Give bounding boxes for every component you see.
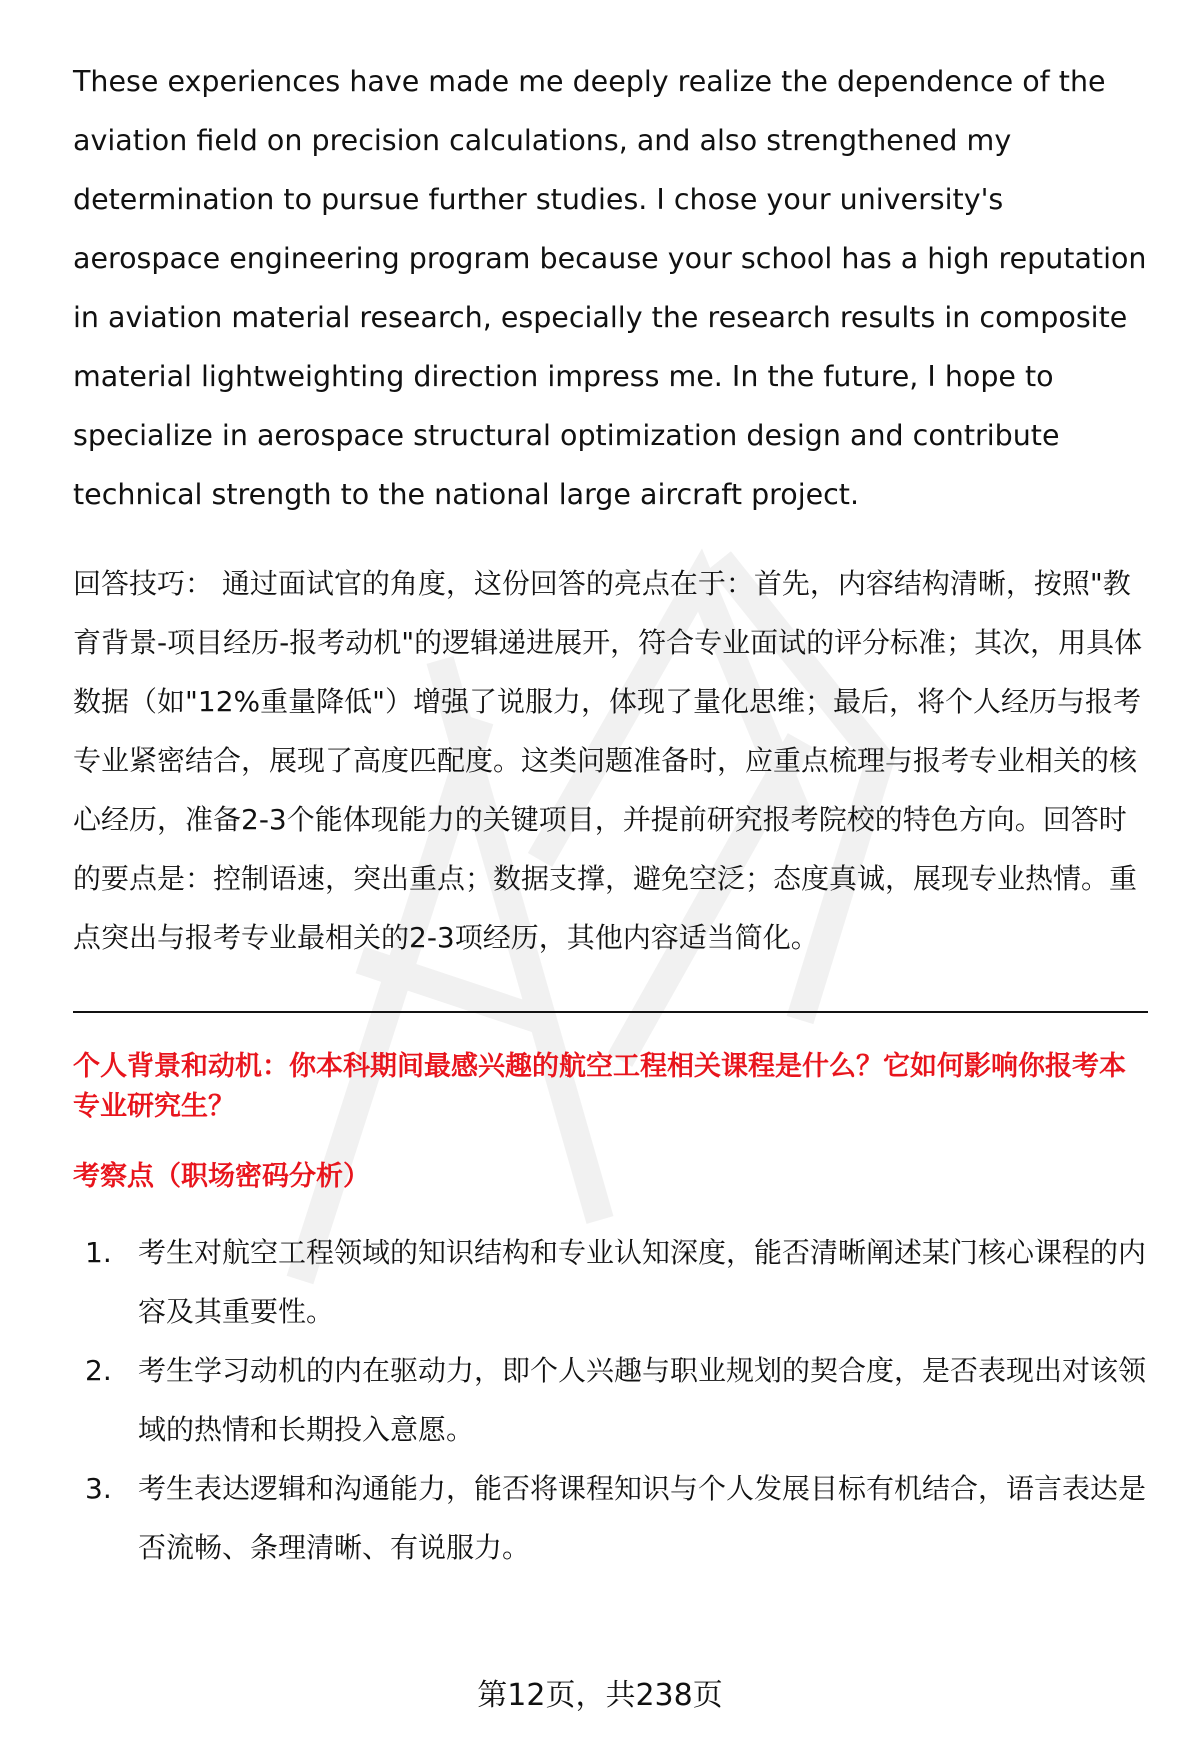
divider (73, 1011, 1148, 1013)
list-number: 2. (85, 1354, 112, 1387)
list-text: 考生对航空工程领域的知识结构和专业认知深度，能否清晰阐述某门核心课程的内容及其重要性。 (138, 1236, 1147, 1328)
list-item (73, 1223, 1148, 1341)
list-text: 考生学习动机的内在驱动力，即个人兴趣与职业规划的契合度，是否表现出对该领域的热情和长期投入意愿。 (138, 1354, 1147, 1446)
section-heading: 考察点（职场密码分析） (73, 1161, 370, 1192)
answer-tip-paragraph: 回答技巧： 通过面试官的角度，这份回答的亮点在于：首先，内容结构清晰，按照"教育背景-项目经历-报考动机"的逻辑递进展开，符合专业面试的评分标准；其次，用具体数据（如"12%重量降低"）增强了说服力，体现了量化思维；最后，将个人经历与报考专业紧密结合，展现了高度匹配度。这类问题准备时，应重点梳理与报考专业相关的核心经历，准备2-3个能体现能力的关键项目，并提前研究报考院校的特色方向。回答时的要点是：控制语速，突出重点；数据支撑，避免空泛；态度真诚，展现专业热情。重点突出与报考专业最相关的2-3项经历，其他内容适当简化。 (73, 567, 1143, 954)
list-item (73, 1341, 1148, 1459)
page-content (73, 52, 1148, 1577)
list-number: 3. (85, 1472, 112, 1505)
points-list (73, 1223, 1148, 1577)
list-text: 考生表达逻辑和沟通能力，能否将课程知识与个人发展目标有机结合，语言表达是否流畅、条理清晰、有说服力。 (138, 1472, 1147, 1564)
list-number: 1. (85, 1236, 112, 1269)
body-paragraph: These experiences have made me deeply realize the dependence of the aviation field on precision calculations, and also strengthened my determination to pursue further studies. I chose your university's aerospace engineering program because your school has a high reputation in aviation material research, especially the research results in composite material lightweighting direction impress me. In the future, I hope to specialize in aerospace structural optimization design and contribute technical strength to the national large aircraft project. (73, 65, 1147, 511)
question-heading: 个人背景和动机：你本科期间最感兴趣的航空工程相关课程是什么？它如何影响你报考本专业研究生？ (73, 1051, 1126, 1122)
list-item (73, 1459, 1148, 1577)
page-footer: 第12页，共238页 (477, 1678, 723, 1713)
